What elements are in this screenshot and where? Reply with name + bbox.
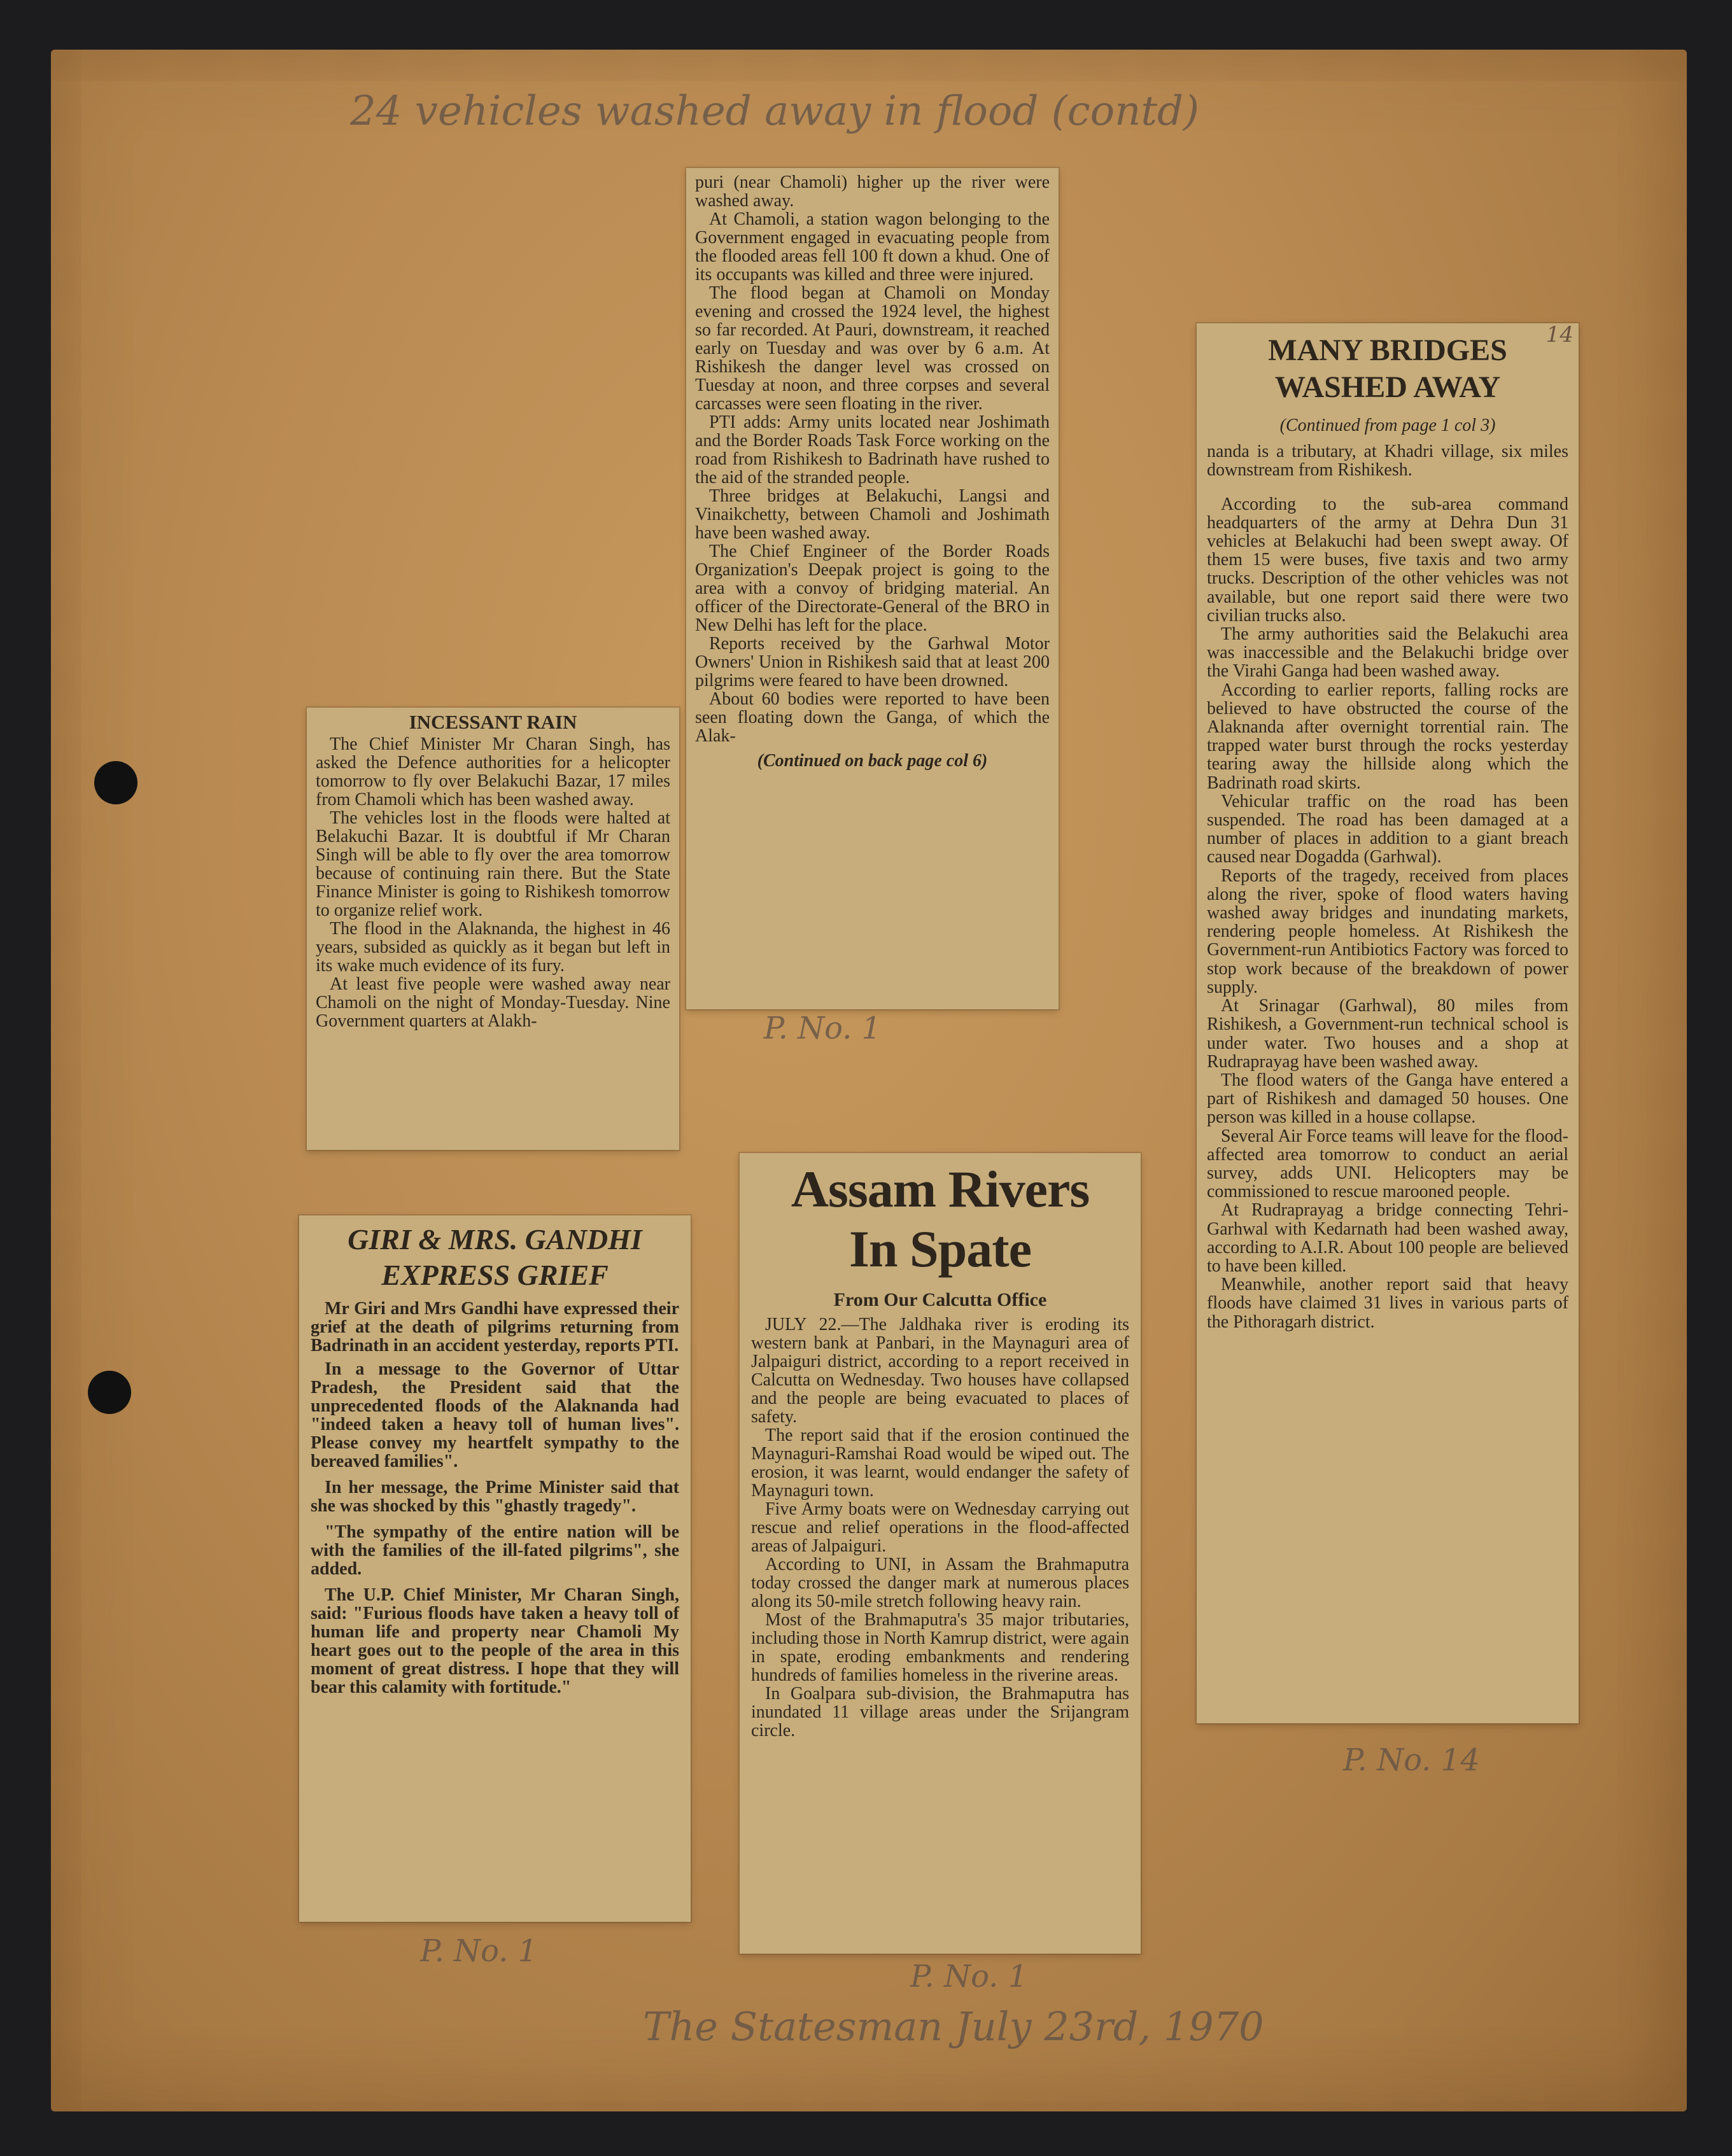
article-paragraph: The flood waters of the Ganga have entered a part of Rishikesh and damaged 50 houses. One person was killed in a house collapse.: [1207, 1070, 1568, 1128]
article-paragraph: PTI adds: Army units located near Joshimath and the Border Roads Task Force working on the road from Rishikesh to Badrinath have rushed to the aid of the stranded people.: [695, 412, 1050, 487]
article-paragraph: In a message to the Governor of Uttar Pradesh, the President said that the unprecedented floods of the Alaknanda had "indeed taken a heavy toll of human lives". Please convey my heartfelt sympathy to the bereaved families".: [311, 1359, 679, 1471]
handwritten-corner-mark: 14: [1545, 323, 1574, 347]
article-paragraph: Meanwhile, another report said that heavy floods have claimed 31 lives in various parts of the Pithoragarh district.: [1207, 1275, 1568, 1332]
article-paragraph: JULY 22.—The Jaldhaka river is eroding its western bank at Panbari, in the Maynaguri area of Jalpaiguri district, according to a report received in Calcutta on Wednesday. Two houses have collapsed and the people are being evacuated to places of safety.: [751, 1315, 1129, 1427]
article-paragraph: puri (near Chamoli) higher up the river were washed away.: [695, 172, 1050, 211]
continued-note: (Continued on back page col 6): [757, 751, 988, 771]
continued-note: (Continued from page 1 col 3): [1279, 416, 1496, 435]
article-paragraph: In her message, the Prime Minister said that she was shocked by this "ghastly tragedy".: [311, 1478, 679, 1516]
article-paragraph: About 60 bodies were reported to have been seen floating down the Ganga, of which the Alak-: [695, 689, 1050, 746]
article-paragraph: Mr Giri and Mrs Gandhi have expressed their grief at the death of pilgrims returning from Badrinath in an accident yesterday, reports PTI.: [311, 1299, 679, 1355]
article-paragraph: The flood began at Chamoli on Monday evening and crossed the 1924 level, the highest so far recorded. At Pauri, downstream, it reached early on Tuesday and was over by 6 a.m. At Rishikesh the danger level was crossed on Tuesday at noon, and three corpses and several carcasses were seen floating in the river.: [695, 283, 1050, 414]
article-heading: GIRI & MRS. GANDHI EXPRESS GRIEF: [348, 1223, 642, 1291]
handwritten-page-ref: P. No. 1: [420, 1933, 538, 1969]
article-paragraph: At Rudraprayag a bridge connecting Tehri-Garhwal with Kedarnath had been washed away, according to A.I.R. About 100 people are believed to have been killed.: [1207, 1200, 1568, 1276]
article-paragraph: The flood in the Alaknanda, the highest in 46 years, subsided as quickly as it began but left in its wake much evidence of its fury.: [316, 919, 670, 976]
handwritten-page-ref: P. No. 1: [764, 1011, 882, 1046]
article-paragraph: Reports of the tragedy, received from places along the river, spoke of flood waters having washed away bridges and inundating markets, rendering people homeless. At Rishikesh the Government-run Antibiotics Factory was forced to stop work because of the breakdown of power supply.: [1207, 865, 1568, 997]
article-paragraph: The Chief Minister Mr Charan Singh, has asked the Defence authorities for a helicopter tomorrow to fly over Belakuchi Bazar, 17 miles from Chamoli which has been washed away.: [316, 734, 670, 809]
article-paragraph: At least five people were washed away near Chamoli on the night of Monday-Tuesday. Nine Government quarters at Alakh-: [316, 974, 670, 1031]
article-paragraph: According to earlier reports, falling rocks are believed to have obstructed the course of the Alaknanda after overnight torrential rain. The trapped water burst through the rocks yesterday tearing away the hillside along which the Badrinath road skirts.: [1207, 680, 1568, 793]
article-byline: From Our Calcutta Office: [833, 1289, 1047, 1310]
article-paragraph: "The sympathy of the entire nation will be with the families of the ill-fated pilgrims", she added.: [311, 1522, 679, 1579]
clipping-many-bridges: [1197, 323, 1579, 1723]
handwritten-page-ref: P. No. 1: [910, 1959, 1028, 1994]
clipping-assam-rivers: [740, 1153, 1141, 1954]
article-paragraph: nanda is a tributary, at Khadri village, six miles downstream from Rishikesh.: [1207, 442, 1568, 480]
handwritten-top-note: 24 vehicles washed away in flood (contd): [350, 88, 1199, 135]
handwritten-bottom-note: The Statesman July 23rd, 1970: [643, 2003, 1264, 2050]
article-headline: In Spate: [849, 1220, 1031, 1278]
article-heading: INCESSANT RAIN: [409, 711, 577, 733]
article-paragraph: At Chamoli, a station wagon belonging to the Government engaged in evacuating people from the flooded areas fell 100 ft down a khud. One of its occupants was killed and three were injured.: [695, 209, 1050, 284]
article-paragraph: Most of the Brahmaputra's 35 major tributaries, including those in North Kamrup district, were again in spate, eroding embankments and rendering hundreds of families homeless in the riverine areas.: [751, 1610, 1129, 1685]
article-paragraph: The U.P. Chief Minister, Mr Charan Singh, said: "Furious floods have taken a heavy toll of human life and property near Chamoli My heart goes out to the people of the area in this moment of great distress. I hope that they will bear this calamity with fortitude.": [311, 1585, 679, 1697]
article-paragraph: The Chief Engineer of the Border Roads Organization's Deepak project is going to the area with a convoy of bridging material. An officer of the Directorate-General of the BRO in New Delhi has left for the place.: [695, 542, 1050, 635]
punch-hole: [94, 761, 137, 804]
article-paragraph: Three bridges at Belakuchi, Langsi and Vinaikchetty, between Chamoli and Joshimath have been washed away.: [695, 486, 1050, 543]
article-paragraph: In Goalpara sub-division, the Brahmaputra has inundated 11 village areas under the Srijangram circle.: [751, 1684, 1129, 1740]
article-paragraph: Several Air Force teams will leave for the flood-affected area tomorrow to conduct an aerial survey, adds UNI. Helicopters may be commissioned to rescue marooned people.: [1207, 1126, 1568, 1202]
article-heading: MANY BRIDGES WASHED AWAY: [1268, 333, 1507, 404]
article-paragraph: At Srinagar (Garhwal), 80 miles from Rishikesh, a Government-run technical school is under water. Two houses and a shop at Rudraprayag have been washed away.: [1207, 996, 1568, 1072]
punch-hole: [88, 1371, 131, 1414]
clipping-flood-continuation: [686, 168, 1059, 1009]
article-paragraph: According to UNI, in Assam the Brahmaputra today crossed the danger mark at numerous places along its 50-mile stretch following heavy rain.: [751, 1555, 1129, 1611]
article-paragraph: The report said that if the erosion continued the Maynaguri-Ramshai Road would be wiped out. The erosion, it was learnt, would endanger the safety of Maynaguri town.: [751, 1425, 1129, 1501]
article-paragraph: Reports received by the Garhwal Motor Owners' Union in Rishikesh said that at least 200 pilgrims were feared to have been drowned.: [695, 634, 1050, 690]
article-paragraph: Vehicular traffic on the road has been suspended. The road has been damaged at a number of places in addition to a giant breach caused near Dogadda (Garhwal).: [1207, 791, 1568, 867]
article-headline: Assam Rivers: [791, 1160, 1090, 1218]
article-paragraph: The vehicles lost in the floods were halted at Belakuchi Bazar. It is doubtful if Mr Charan Singh will be able to fly over the area tomorrow because of continuing rain there. But the State Finance Minister is going to Rishikesh tomorrow to organize relief work.: [316, 808, 670, 920]
handwritten-page-ref: P. No. 14: [1343, 1742, 1480, 1778]
clipping-incessant-rain: [307, 708, 679, 1150]
article-paragraph: Five Army boats were on Wednesday carrying out rescue and relief operations in the flood-affected areas of Jalpaiguri.: [751, 1499, 1129, 1556]
clipping-giri-gandhi: [299, 1215, 691, 1922]
article-paragraph: According to the sub-area command headquarters of the army at Dehra Dun 31 vehicles at Belakuchi had been swept away. Of them 15 were buses, five taxis and two army trucks. Description of the other vehicles was not available, but one report said there were two civilian trucks also.: [1207, 494, 1568, 626]
article-paragraph: The army authorities said the Belakuchi area was inaccessible and the Belakuchi bridge over the Virahi Ganga had been washed away.: [1207, 624, 1568, 682]
